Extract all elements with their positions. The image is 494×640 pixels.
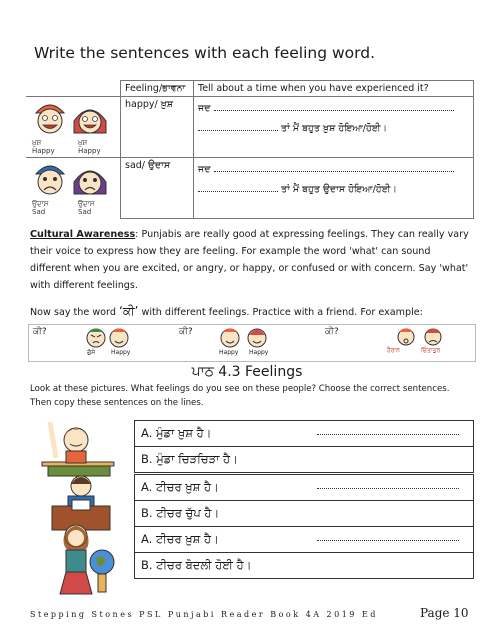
teacher-with-globe-illustration (40, 522, 118, 596)
page-heading: Write the sentences with each feeling word. (34, 44, 376, 62)
write-line[interactable] (198, 191, 278, 192)
sad-faces-illustration (30, 160, 110, 200)
copy-line[interactable] (317, 434, 459, 435)
boy-happy-face-icon (36, 105, 64, 133)
write-line[interactable] (198, 130, 278, 131)
example-strip (28, 324, 476, 362)
cultural-label: Cultural Awareness (30, 229, 136, 240)
feelings-table (26, 80, 474, 219)
write-line[interactable] (214, 110, 454, 111)
footer-text: Stepping Stones PSL Punjabi Reader Book 4A 2019 Ed (30, 610, 378, 619)
instructions: Look at these pictures. What feelings do you see on these people? Choose the correct sentences. Then copy these sentences on the lines. (30, 384, 450, 408)
sentence-start: ਜਦ (198, 164, 211, 175)
choice-option-a[interactable] (135, 421, 473, 446)
girl-happy-face-icon (74, 110, 106, 133)
choice-box (134, 526, 474, 579)
face-label-gurmukhi: ਉਦਾਸ (78, 200, 95, 208)
choice-text: A. ਮੁੰਡਾ ਖ਼ੁਸ਼ ਹੈ। (141, 426, 212, 440)
table-row-happy (26, 97, 474, 158)
choice-option-b[interactable] (135, 446, 473, 472)
feeling-happy: happy/ ਖ਼ੁਸ਼ (121, 97, 194, 158)
boy-sad-face-icon (36, 166, 64, 194)
choice-option-a[interactable] (135, 475, 473, 500)
surprised-worried-faces-icon (395, 327, 447, 347)
example-question: ਕੀ? (325, 327, 339, 337)
choice-option-b[interactable] (135, 500, 473, 526)
sad-sentence-cell (194, 158, 474, 219)
example-item (179, 325, 319, 361)
choice-text: B. ਮੁੰਡਾ ਚਿੜਚਿੜਾ ਹੈ। (141, 452, 238, 466)
face-label-english: Happy (32, 147, 55, 155)
face-label-english: Sad (32, 208, 46, 216)
choice-box (134, 474, 474, 527)
happy-faces-illustration (30, 99, 110, 139)
face-label-gurmukhi: ਉਦਾਸ (32, 200, 49, 208)
face-label-english: Happy (78, 147, 101, 155)
example-item (33, 325, 173, 361)
write-line[interactable] (214, 171, 454, 172)
angry-happy-faces-icon (85, 327, 131, 349)
example-question: ਕੀ? (179, 327, 193, 337)
choice-text: A. ਟੀਚਰ ਖ਼ੁਸ਼ ਹੈ। (141, 532, 219, 546)
now-say-word: ‘ਕੀ’ (119, 304, 139, 318)
sentence-start: ਜਦ (198, 103, 211, 114)
face-label-gurmukhi: ਖ਼ੁਸ਼ (32, 139, 42, 147)
feeling-sad: sad/ ਉਦਾਸ (121, 158, 194, 219)
choice-text: B. ਟੀਚਰ ਬੋਦਲੀ ਹੋਈ ਹੈ। (141, 558, 252, 572)
example-label: Happy (249, 349, 269, 356)
happy-sentence-cell (194, 97, 474, 158)
choice-text: B. ਟੀਚਰ ਚੁੱਪ ਹੈ। (141, 506, 220, 520)
copy-line[interactable] (317, 488, 459, 489)
face-label-gurmukhi: ਖ਼ੁਸ਼ (78, 139, 88, 147)
example-label: ਚਿੰਤਾਤੁਰ (421, 347, 441, 354)
girl-sad-face-icon (74, 171, 106, 194)
example-question: ਕੀ? (33, 327, 47, 337)
sentence-end: ਤਾਂ ਮੈਂ ਬਹੁਤ ਖ਼ੁਸ਼ ਹੋਇਆ/ਹੋਈ। (281, 123, 388, 134)
cultural-awareness (30, 226, 470, 294)
choice-box (134, 420, 474, 473)
page-number: Page 10 (420, 606, 469, 620)
example-label: Happy (219, 349, 239, 356)
example-item (325, 325, 473, 361)
boy-raising-hand-illustration (38, 418, 116, 478)
happy-faces-small-icon (219, 327, 271, 349)
example-label: ਗੁੱਸੇ (87, 349, 96, 356)
choice-option-b[interactable] (135, 552, 473, 578)
now-say-instruction (30, 303, 470, 321)
now-say-after: with different feelings. Practice with a friend. For example: (141, 307, 423, 318)
sentence-end: ਤਾਂ ਮੈਂ ਬਹੁਤ ਉਦਾਸ ਹੋਇਆ/ਹੋਈ। (281, 184, 397, 195)
faces-header-cell (26, 81, 121, 97)
copy-line[interactable] (317, 540, 459, 541)
table-row-sad (26, 158, 474, 219)
now-say-before: Now say the word (30, 307, 116, 318)
table-header-row (26, 81, 474, 97)
feeling-header: Feeling/ਭਾਵਨਾ (121, 81, 194, 97)
tell-header: Tell about a time when you have experienced it? (194, 81, 474, 97)
example-label: Happy (111, 349, 131, 356)
example-label: ਹੈਰਾਨ (387, 347, 400, 354)
choice-text: A. ਟੀਚਰ ਖ਼ੁਸ਼ ਹੈ। (141, 480, 219, 494)
choice-option-a[interactable] (135, 527, 473, 552)
sad-faces-cell (26, 158, 121, 219)
face-label-english: Sad (78, 208, 92, 216)
cultural-text: : Punjabis are really good at expressing feelings. They can really vary their voice to express how they are feeling. For example the word 'what' can sound different when you are excited, or angry, or happy, or confused or with concern. Say 'what' with different feelings. (30, 229, 469, 291)
lesson-title: ਪਾਠ 4.3 Feelings (191, 364, 303, 380)
happy-faces-cell (26, 97, 121, 158)
